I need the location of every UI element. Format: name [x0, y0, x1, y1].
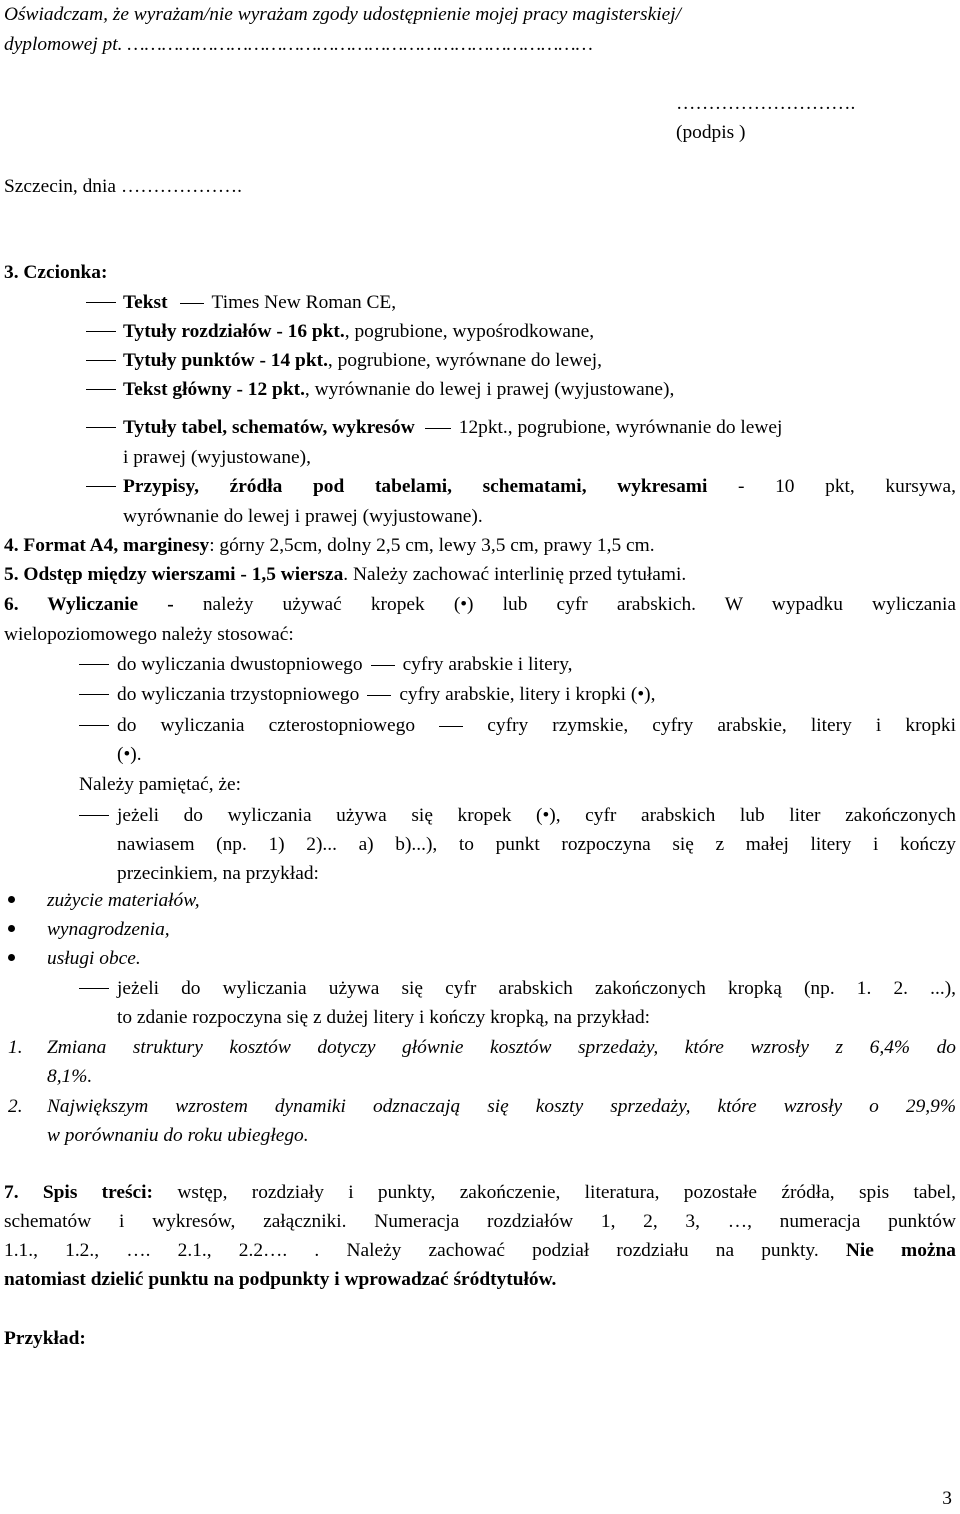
dash-icon: [86, 331, 116, 332]
dash-icon: [86, 389, 116, 390]
rule-lowercase-line-2: nawiasem (np. 1) 2)... a) b)...), to punkt rozpoczyna się z małej litery i kończy: [117, 834, 956, 855]
bullet-item-2: wynagrodzenia,: [47, 919, 170, 940]
bullet-icon: [8, 954, 15, 961]
bullet-item-3: usługi obce.: [47, 948, 141, 969]
numbered-item-2: Największym wzrostem dynamiki odznaczają się koszty sprzedaży, które wzrosły o 29,9%: [47, 1096, 956, 1117]
consent-line-2: dyplomowej pt. ………………………………………………………………………: [4, 34, 593, 55]
bullet-item-1: zużycie materiałów,: [47, 890, 200, 911]
dash-icon: [86, 427, 116, 428]
font-item-5-line-2: i prawej (wyjustowane),: [123, 447, 311, 468]
dash-icon: [79, 988, 109, 989]
rule-uppercase: jeżeli do wyliczania używa się cyfr arabskich zakończonych kropką (np. 1. 2. ...),: [117, 978, 956, 999]
font-item-5: Tytuły tabel, schematów, wykresów 12pkt., pogrubione, wyrównanie do lewej: [123, 417, 783, 438]
example-heading: Przykład:: [4, 1328, 86, 1349]
dash-icon: [86, 302, 116, 303]
numbered-marker-1: 1.: [8, 1037, 23, 1058]
consent-line-1: Oświadczam, że wyrażam/nie wyrażam zgody udostępnienie mojej pracy magisterskiej/: [4, 4, 681, 25]
numbered-item-1: Zmiana struktury kosztów dotyczy głównie kosztów sprzedaży, które wzrosły z 6,4% do: [47, 1037, 956, 1058]
dash-icon: [180, 303, 204, 304]
font-item-6-line-2: wyrównanie do lewej i prawej (wyjustowane).: [123, 506, 483, 527]
dash-icon: [86, 486, 116, 487]
section-6: 6. Wyliczanie - należy używać kropek (•) lub cyfr arabskich. W wypadku wyliczania: [4, 594, 956, 615]
section-7-line-2: schematów i wykresów, załączniki. Numeracja rozdziałów 1, 2, 3, …, numeracja punktów: [4, 1211, 956, 1232]
font-item-2: Tytuły rozdziałów - 16 pkt., pogrubione, wypośrodkowane,: [123, 321, 595, 342]
section-7: 7. Spis treści: wstęp, rozdziały i punkty, zakończenie, literatura, pozostałe źródła, spis tabel,: [4, 1182, 956, 1203]
section-3-title: 3. Czcionka:: [4, 262, 108, 283]
dash-icon: [79, 694, 109, 695]
section-7-line-3: 1.1., 1.2., …. 2.1., 2.2…. . Należy zachować podział rozdziału na punkty. Nie można: [4, 1240, 956, 1261]
enum-rule-1: do wyliczania dwustopniowego cyfry arabskie i litery,: [117, 654, 573, 675]
bullet-icon: [8, 896, 15, 903]
font-item-3: Tytuły punktów - 14 pkt., pogrubione, wyrównane do lewej,: [123, 350, 603, 371]
dash-icon: [439, 726, 463, 727]
numbered-marker-2: 2.: [8, 1096, 23, 1117]
dash-icon: [79, 815, 109, 816]
section-5: 5. Odstęp między wierszami - 1,5 wiersza. Należy zachować interlinię przed tytułami.: [4, 564, 687, 585]
signature-label: (podpis ): [676, 122, 746, 143]
rule-lowercase: jeżeli do wyliczania używa się kropek (•), cyfr arabskich lub liter zakończonych: [117, 805, 956, 826]
font-item-4: Tekst główny - 12 pkt., wyrównanie do lewej i prawej (wyjustowane),: [123, 379, 675, 400]
dash-icon: [86, 360, 116, 361]
dash-icon: [371, 665, 395, 666]
page-number: 3: [942, 1488, 952, 1509]
note-heading: Należy pamiętać, że:: [79, 774, 242, 795]
font-item-6: Przypisy, źródła pod tabelami, schematami, wykresami - 10 pkt, kursywa,: [123, 476, 956, 497]
rule-uppercase-line-2: to zdanie rozpoczyna się z dużej litery i kończy kropką, na przykład:: [117, 1007, 651, 1028]
numbered-item-1-line-2: 8,1%.: [47, 1066, 93, 1087]
dash-icon: [79, 664, 109, 665]
dash-icon: [425, 428, 451, 429]
enum-rule-3-line-2: (•).: [117, 744, 142, 765]
dash-icon: [79, 725, 109, 726]
enum-rule-3: do wyliczania czterostopniowego cyfry rzymskie, cyfry arabskie, litery i kropki: [117, 715, 957, 736]
bullet-icon: [8, 925, 15, 932]
numbered-item-2-line-2: w porównaniu do roku ubiegłego.: [47, 1125, 309, 1146]
section-6-line-2: wielopoziomowego należy stosować:: [4, 624, 294, 645]
place-date: Szczecin, dnia ……………….: [4, 176, 243, 197]
rule-lowercase-line-3: przecinkiem, na przykład:: [117, 863, 319, 884]
font-item-1: Tekst Times New Roman CE,: [123, 292, 397, 313]
enum-rule-2: do wyliczania trzystopniowego cyfry arabskie, litery i kropki (•),: [117, 684, 656, 705]
signature-dots: ……………………….: [676, 93, 856, 114]
dash-icon: [367, 695, 391, 696]
section-4: 4. Format A4, marginesy: górny 2,5cm, dolny 2,5 cm, lewy 3,5 cm, prawy 1,5 cm.: [4, 535, 655, 556]
section-7-line-4: natomiast dzielić punktu na podpunkty i wprowadzać śródtytułów.: [4, 1269, 557, 1290]
